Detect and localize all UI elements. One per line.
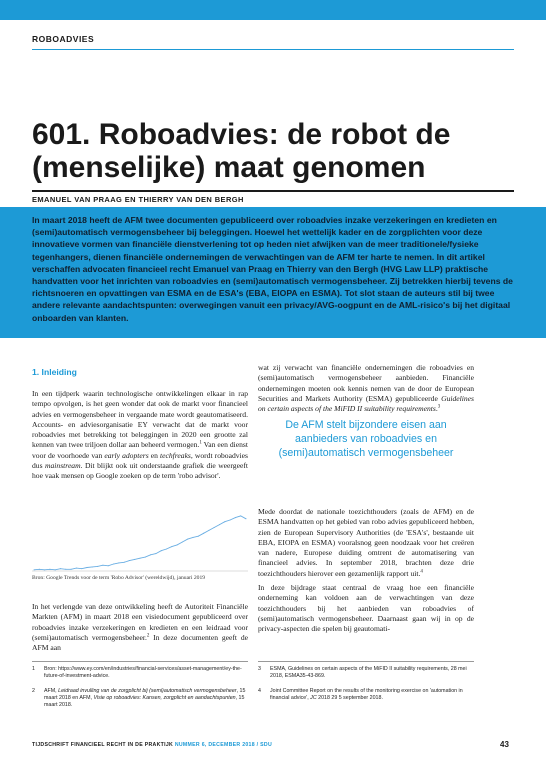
footnote-3 — [258, 666, 474, 680]
p2-text-a: In het verlengde van deze ontwikkeling heeft de Autoriteit Financiële Markten (AFM) in maart 2018 een visiedocument gepubliceerd over roboadvies inzake verzekeringen en kredieten en een leidraad voor (semi)automatisch vermogensbeheer. — [32, 602, 248, 642]
trend-point — [124, 562, 125, 563]
r1-text-b: . — [435, 404, 438, 414]
trend-point — [97, 566, 98, 567]
fn2-italic-1: Leidraad invulling van de zorgplicht bij (semi)automatisch vermogensbeheer — [58, 688, 237, 694]
footnote-text — [44, 688, 248, 710]
footnote-4 — [258, 688, 474, 702]
trend-point — [118, 562, 119, 563]
trend-point — [71, 569, 72, 570]
footnote-text — [270, 688, 474, 702]
top-color-bar — [0, 0, 546, 20]
trend-point — [76, 568, 77, 569]
trend-point — [177, 544, 178, 545]
footnote-number: 4 — [258, 688, 261, 694]
fn2-text-a: AFM, — [44, 688, 59, 694]
footnote-number: 3 — [258, 666, 261, 672]
footnote-2 — [32, 688, 248, 710]
trend-point — [140, 558, 141, 559]
footnote-1 — [32, 666, 248, 680]
trend-point — [171, 546, 172, 547]
article-title: 601. Roboadvies: de robot de (menselijke) maat genomen — [32, 118, 451, 184]
article-authors: EMANUEL VAN PRAAG EN THIERRY VAN DEN BERGH — [32, 195, 244, 204]
section-heading-inleiding: 1. Inleiding — [32, 367, 77, 377]
trend-point — [87, 567, 88, 568]
fn4-italic: JC — [310, 695, 317, 702]
trend-point — [193, 537, 194, 538]
footer-journal — [32, 742, 272, 748]
journal-issue: NUMMER 6, DECEMBER 2018 / SDU — [174, 742, 273, 748]
p1-italic-1: early adopters — [104, 450, 149, 460]
r2-text: Mede doordat de nationale toezichthouders (zoals de AFM) en de ESMA handvatten op het gebied van robo advies gepubliceerd hebben, zien de European Supervisory Authorities (de 'ESA's', bestaande uit EBA, EIOPA en ESMA) vooralsnog geen noodzaak voor het creëren van nadere, Europese duiding omtrent de automatisering van financieel advies. In september 2018, brachten deze drie toezichthouders hierover een gezamenlijk rapport uit. — [258, 507, 474, 578]
fn2-text-b: , 15 maart 2018 en AFM, — [44, 688, 246, 702]
r1-italic: Guidelines on certain aspects of the MiFID II suitability requirements — [258, 393, 474, 414]
section-rule — [32, 49, 514, 50]
trend-point — [92, 566, 93, 567]
fn4-text-a: Joint Committee Report on the results of the monitoring exercise on 'automation in financial advice', — [270, 688, 463, 702]
footnote-number: 2 — [32, 688, 35, 694]
trend-point — [214, 527, 215, 528]
p1-text-b: Van een dienst voor de voorhoede van — [32, 440, 248, 460]
trend-point — [39, 569, 40, 570]
trend-point — [155, 553, 156, 554]
footnote-text: ESMA, Guidelines on certain aspects of the MiFID II suitability requirements, 28 mei 2018, ESMA35-43-869. — [270, 666, 467, 680]
trend-line — [34, 516, 246, 570]
p1-text-e: . Dit blijkt ook uit onderstaande grafiek die weergeeft hoe vaak mensen op Google zoeken op de term 'robo advisor'. — [32, 461, 248, 481]
trend-point — [65, 569, 66, 570]
trend-point — [55, 569, 56, 570]
footnote-ref-4: 4 — [420, 569, 423, 575]
trend-point — [208, 530, 209, 531]
trend-point — [102, 565, 103, 566]
trend-point — [129, 560, 130, 561]
trend-point — [219, 524, 220, 525]
p1-italic-3: mainstream — [45, 461, 81, 471]
trend-point — [187, 539, 188, 540]
fn2-text-c: , 15 maart 2018. — [44, 695, 245, 709]
trend-point — [44, 569, 45, 570]
trend-point — [113, 564, 114, 565]
page-number: 43 — [500, 740, 509, 749]
footnote-ref-2: 2 — [146, 633, 150, 639]
journal-name: TIJDSCHRIFT FINANCIEEL RECHT IN DE PRAKTIJK — [32, 742, 174, 748]
fn2-italic-2: Visie op roboadvies: Kansen, zorgplicht en aandachtspunten — [93, 695, 236, 702]
trend-point — [166, 548, 167, 549]
p2-text-b: In deze documenten geeft de AFM aan — [32, 632, 248, 653]
google-trends-chart — [32, 510, 248, 572]
fn4-text-b: 2018 29 5 september 2018. — [316, 695, 383, 702]
left-paragraph-2 — [32, 602, 248, 653]
authors-rule — [32, 190, 514, 192]
pull-quote: De AFM stelt bijzondere eisen aan aanbieders van roboadvies en (semi)automatisch vermogensbeheer — [278, 419, 454, 459]
right-paragraph-3: In deze bijdrage staat centraal de vraag hoe een financiële onderneming kan voldoen aan de verwachtingen van deze toezichthouders bij het aanbieden van roboadvies of (semi)automatisch vermogensbeheer. Daarnaast gaan wij in op de privacy-aspecten die spelen bij geautomati- — [258, 583, 474, 634]
trend-point — [108, 565, 109, 566]
footnote-ref-3: 3 — [437, 404, 441, 410]
intro-text: In maart 2018 heeft de AFM twee documenten gepubliceerd over roboadvies inzake verzekeringen en kredieten en (semi)automatisch vermogensbeheer bij beleggingen. Hoewel het wettelijk kader en de zorgplichten voor deze innovatieve vormen van financiële dienstverlening tot op heden niet afwijken van de meer traditionele/fysieke tegenhangers, dienen financiële ondernemingen de verwachtingen van de AFM ter harte te nemen. In dit artikel verschaffen advocaten financieel recht Emanuel van Praag en Thierry van den Bergh (HVG Law LLP) praktische handvatten voor het inrichten van roboadvies en (semi)automatisch vermogensbeheer. Zij betrekken hierbij tevens de richtsnoeren en opvattingen van ESMA en de ESA's (EBA, EIOPA en ESMA). Tot slot staan de auteurs stil bij twee andere relevante aandachtspunten: overwegingen vanuit een privacy/AVG-oogpunt en de AML-risico's bij het digitaal onboarden van klanten. — [32, 215, 513, 323]
footnote-number: 1 — [32, 666, 35, 672]
trend-point — [150, 554, 151, 555]
trend-point — [224, 521, 225, 522]
trend-point — [230, 519, 231, 520]
trend-point — [81, 568, 82, 569]
p1-text-c: en — [148, 450, 160, 460]
p1-text-a: In een tijdperk waarin technologische ontwikkelingen elkaar in rap tempo opvolgen, is het geen wonder dat ook de markt voor financieel advies en vermogensbeheer in vergaande mate wordt geautomatiseerd. Accounts- en adviesorganisatie EY verwacht dat de markt voor roboadvies met betrekking tot beleggingen in 2020 een grootte zal kennen van twee triljoen dollar aan beheerd vermogen. — [32, 389, 248, 450]
trend-point — [161, 550, 162, 551]
trend-point — [134, 559, 135, 560]
p1-text-d: , wordt roboadvies dus — [32, 450, 248, 471]
footnote-ref-1: 1 — [199, 440, 202, 446]
trend-point — [203, 533, 204, 534]
footnote-text: Bron: https://www.ey.com/en/industries/financial-services/asset-management/ey-the-future-of-investment-advice. — [44, 666, 242, 680]
trend-point — [240, 515, 241, 516]
left-paragraph-1 — [32, 389, 248, 482]
trend-point — [49, 569, 50, 570]
section-label: ROBOADVIES — [32, 34, 95, 44]
footnote-rule-right — [258, 661, 474, 662]
p1-italic-2: techfreaks — [159, 450, 191, 460]
r1-text-a: wat zij verwacht van financiële ondernemingen die roboadvies en (semi)automatisch vermogensbeheer aanbieden. Financiële ondernemingen moeten ook kennis nemen van de door de European Securities and Markets Authority (ESMA) gepubliceerde — [258, 363, 474, 403]
trend-point — [145, 557, 146, 558]
trend-point — [60, 568, 61, 569]
trend-point — [198, 536, 199, 537]
trend-point — [235, 517, 236, 518]
trend-point — [34, 569, 35, 570]
right-paragraph-2 — [258, 507, 474, 579]
footnote-rule-left — [32, 661, 248, 662]
chart-caption: Bron: Google Trends voor de term 'Robo Advisor' (wereldwijd), januari 2019 — [32, 575, 206, 581]
right-paragraph-1 — [258, 363, 474, 414]
trend-point — [246, 518, 247, 519]
trend-point — [182, 542, 183, 543]
